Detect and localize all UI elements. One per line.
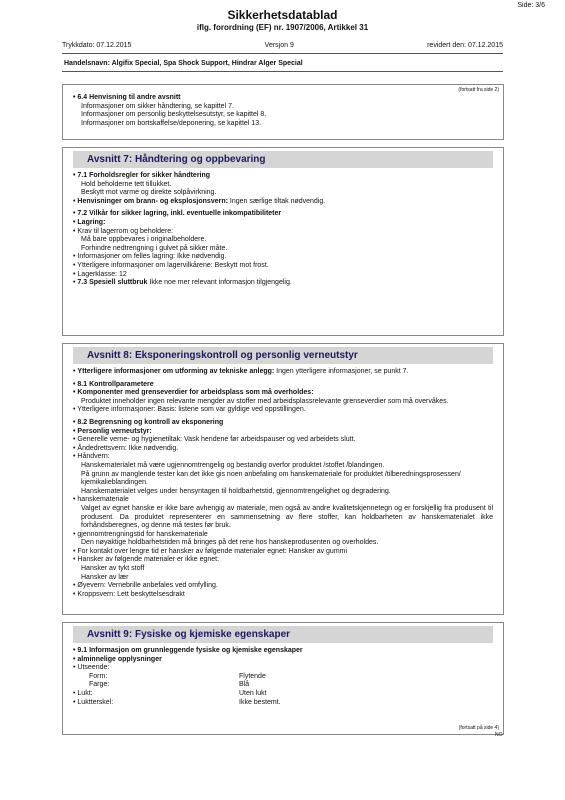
- trade-name: Handelsnavn: Algifix Special, Spa Shock Support, Hindrar Alger Special: [64, 60, 303, 67]
- section-7-3: • 7.3 Spesiell sluttbruk Ikke noe mer relevant informasjon tilgjengelig.: [73, 279, 292, 287]
- text-line: Hansker av tykt stoff: [81, 565, 145, 573]
- fire-protection: • Henvisninger om brann- og eksplosjonsvern: Ingen særlige tiltak nødvendig.: [73, 197, 326, 205]
- glove-material: • hanskemateriale: [73, 496, 129, 504]
- storage-heading: • Lagring:: [73, 218, 106, 226]
- section-6-4-heading: • 6.4 Henvisning til andre avsnitt: [73, 94, 181, 101]
- joint-storage: • Informasjoner om felles lagring: Ikke nødvendig.: [73, 253, 227, 261]
- document-subtitle: iflg. forordning (EF) nr. 1907/2006, Artikkel 31: [196, 23, 369, 32]
- storage-class: • Lagerklasse: 12: [73, 270, 127, 278]
- text-line: Informasjoner om sikker håndtering, se kapittel 7.: [81, 102, 234, 110]
- document-meta: [62, 42, 503, 51]
- section-8-1-heading: • 8.1 Kontrollparametere: [73, 380, 154, 388]
- divider: [62, 53, 503, 54]
- divider: [62, 71, 503, 72]
- section-9-box: [62, 622, 504, 735]
- property-value: Flytende: [239, 672, 266, 680]
- storage-conditions: • Ytterligere informasjoner om lagervilkårene: Beskytt mot frost.: [73, 261, 269, 269]
- respiratory-protection: • Åndedrettsvern: Ikke nødvendig.: [73, 444, 179, 452]
- ppe-heading: • Personlig verneutstyr:: [73, 427, 152, 435]
- continued-on: (fortsatt på side 4): [458, 725, 499, 731]
- property-key: Farge:: [89, 681, 110, 689]
- property-value: Ikke bestemt.: [239, 698, 281, 706]
- page-number: Side: 3/6: [517, 2, 545, 9]
- text-line: På grunn av manglende tester kan det ikke gis noen anbefaling om hanskemateriale for produktet /tilberedningsprosessen/ kjemikalieblandingen.: [81, 470, 461, 487]
- hand-protection: • Håndvern:: [73, 453, 110, 461]
- text-line: Må bare oppbevares i originalbeholdere.: [81, 236, 207, 244]
- penetration-time: • gjennomtrengningstid for hanskemateriale: [73, 530, 208, 538]
- general-info-heading: • alminnelige opplysninger: [73, 655, 162, 663]
- text-line: Hansker av lær: [81, 573, 129, 581]
- appearance: • Utseende:: [73, 664, 110, 672]
- property-key: • Luktterskel:: [73, 698, 114, 706]
- body-protection: • Kroppsvern: Lett beskyttelsesdrakt: [73, 590, 185, 598]
- property-row: [73, 673, 493, 682]
- document-title: Sikkerhetsdatablad: [227, 8, 338, 22]
- section-8-title: Avsnitt 8: Eksponeringskontroll og personlig verneutstyr: [73, 347, 493, 364]
- text-line: Hold beholderne tett tillukket.: [81, 180, 172, 188]
- property-key: Form:: [89, 672, 108, 680]
- property-row: [73, 681, 493, 690]
- property-row: [73, 699, 493, 708]
- hygiene-measures: • Generelle verne- og hygienetiltak: Vask hendene før arbeidspauser og ved arbeidets slutt.: [73, 436, 356, 444]
- suitable-gloves: • For kontakt over lengre tid er hansker av følgende materialer egnet: Hansker av gummi: [73, 547, 348, 555]
- continued-from: (fortsatt fra side 2): [458, 87, 499, 93]
- section-7-2-heading: • 7.2 Vilkår for sikker lagring, inkl. eventuelle inkompatibiliteter: [73, 210, 282, 218]
- property-value: Blå: [239, 681, 250, 689]
- version: Versjon 9: [264, 42, 294, 49]
- print-date: Trykkdato: 07.12.2015: [62, 42, 132, 49]
- text-line: Produktet inneholder ingen relevante mengder av stoffer med arbeidsplassrelevante grenseverdier som må overvåkes.: [81, 397, 449, 405]
- section-8-box: [62, 343, 504, 615]
- text-line: Den nøyaktige holdbarhetstiden må bringes på det rene hos hanskeprodusenten og overholdes.: [81, 539, 379, 547]
- limit-components: • Komponenter med grenseverdier for arbeidsplass som må overholdes:: [73, 389, 314, 397]
- section-8-2-heading: • 8.2 Begrensning og kontroll av eksponering: [73, 418, 224, 426]
- text-line: Hanskematerialet må være ugjennomtrengelig og bestandig overfor produktet /stoffet /blandingen.: [81, 461, 385, 469]
- section-9-1-heading: • 9.1 Informasjon om grunnleggende fysiske og kjemiske egenskaper: [73, 647, 303, 654]
- text-line: Informasjoner om personlig beskyttelsesutstyr, se kapittel 8.: [81, 111, 267, 119]
- property-value: Uten lukt: [239, 689, 267, 697]
- language-code: NO: [495, 732, 503, 738]
- section-7-box: [62, 147, 504, 336]
- technical-facilities: • Ytterligere informasjoner om utforming av tekniske anlegg: Ingen ytterligere informasjoner, se punkt 7.: [73, 368, 409, 375]
- revised-date: revidert den: 07.12.2015: [427, 42, 503, 49]
- text-line: Forhindre nedtrengning i gulvet på sikker måte.: [81, 244, 228, 252]
- text-line: Beskytt mot varme og direkte solpåvirkning.: [81, 189, 217, 197]
- text-line: Valget av egnet hanske er ikke bare avhengig av materiale, men også av andre kvalitetskjennetegn og er forskjellig fra produsent til produsent. Da produktet representerer en sammensetning av flere stoffer, kan holdbarheten av hanskematerialet ikke forhåndsberegnes, og denne må testes før bruk.: [81, 504, 493, 530]
- section-9-title: Avsnitt 9: Fysiske og kjemiske egenskaper: [73, 626, 493, 643]
- text-line: Hanskematerialet velges under hensyntagen til holdbarhetstid, gjennomtrengelighet og degradering.: [81, 487, 391, 495]
- text-line: Informasjoner om bortskaffelse/deponering, se kapittel 13.: [81, 119, 262, 127]
- section-7-title: Avsnitt 7: Håndtering og oppbevaring: [73, 151, 493, 168]
- section-6-box: [62, 84, 504, 140]
- unsuitable-gloves: • Hansker av følgende materialer er ikke egnet:: [73, 556, 220, 564]
- eye-protection: • Øyevern: Vernebrille anbefales ved omfylling.: [73, 582, 218, 590]
- storage-requirements: • Krav til lagerrom og beholdere:: [73, 227, 174, 235]
- additional-info: • Ytterligere informasjoner: Basis: listene som var gyldige ved oppstillingen.: [73, 406, 306, 414]
- section-7-1-heading: • 7.1 Forholdsregler for sikker håndtering: [73, 172, 211, 179]
- property-row: [73, 690, 493, 699]
- property-key: • Lukt:: [73, 689, 93, 697]
